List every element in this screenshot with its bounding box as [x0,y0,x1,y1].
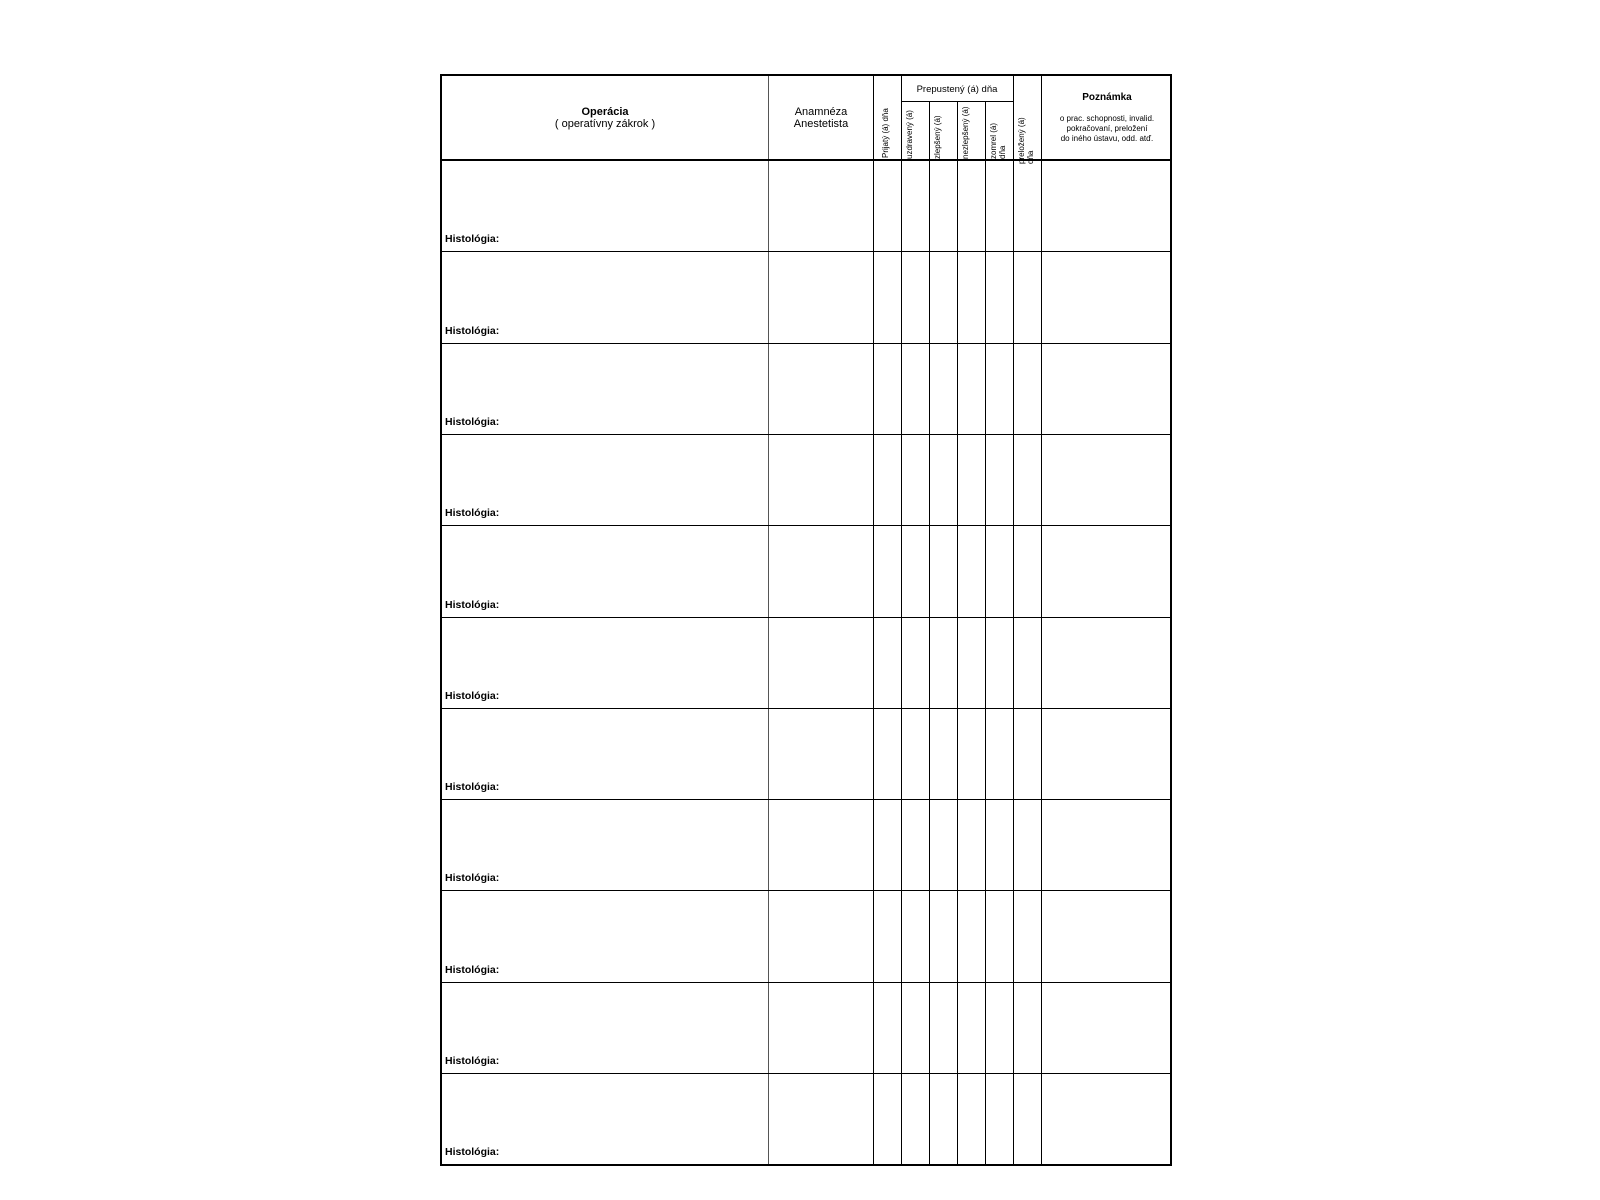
row-divider [442,799,1170,800]
histology-label: Histológia: [445,233,500,246]
row-divider [442,1073,1170,1074]
row-divider [442,890,1170,891]
histology-label: Histológia: [445,872,500,885]
row-divider [442,251,1170,252]
discharged-subheader: zomrel (á) dňa [989,122,1007,159]
operation-header [442,76,768,160]
column-divider [873,76,874,1164]
row-divider [442,525,1170,526]
anamnesis-header [769,76,873,160]
histology-label: Histológia: [445,689,500,702]
note-header [1042,76,1172,160]
histology-label: Histológia: [445,415,500,428]
column-divider [901,76,902,1164]
row-divider [442,434,1170,435]
admitted-header: Prijatý (á) dňa [881,108,890,158]
column-divider [985,102,986,1164]
row-divider [442,982,1170,983]
discharged-subheader: nezlepšený (á) [961,106,970,159]
discharged-subheader: zlepšený (á) [933,115,942,159]
column-divider [1013,76,1014,1164]
operation-title: Operácia [581,106,629,118]
column-divider [768,76,769,1164]
discharged-subheader: uzdravený (á) [905,110,914,159]
row-divider [442,617,1170,618]
medical-record-table [440,74,1172,1166]
histology-label: Histológia: [445,507,500,520]
row-divider [442,708,1170,709]
transferred-header: preložený (á) dňa [1017,117,1035,164]
histology-label: Histológia: [445,1055,500,1067]
histology-label: Histológia: [445,963,500,976]
note-subtitle: o prac. schopnosti, invalid. pokračovaní, preložení do iného ústavu, odd. atď. [1059,114,1155,143]
column-divider [1041,76,1042,1164]
row-divider [442,343,1170,344]
anesthetist-label: Anestetista [793,118,849,130]
discharged-group-header: Prepustený (á) dňa [916,83,998,95]
column-divider [957,102,958,1164]
anamnesis-label: Anamnéza [794,106,848,118]
note-title: Poznámka [1082,92,1132,103]
histology-label: Histológia: [445,1146,500,1159]
histology-label: Histológia: [445,324,500,337]
operation-subtitle: ( operatívny zákrok ) [554,118,656,130]
histology-label: Histológia: [445,598,500,611]
histology-label: Histológia: [445,781,500,794]
column-divider [929,102,930,1164]
